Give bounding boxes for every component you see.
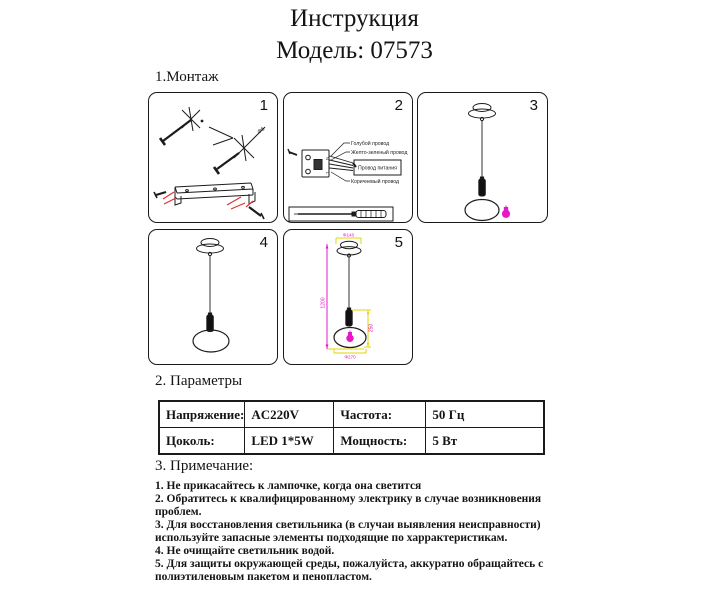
step-number: 3 [529,97,538,114]
drill-hole-label: Φ6 [256,126,267,136]
param-value: LED 1*5W [245,428,334,455]
note-item: 5. Для защиты окружающей среды, пожалуйста, аккуратно обращайтесь с полиэтиленовым пакетом и пенопластом. [155,558,544,583]
drill-bracket-diagram [149,93,277,222]
param-label: Частота: [334,401,426,428]
step-number: 4 [259,234,268,251]
montage-step-5 [283,229,413,365]
pendant-lamp-diagram [418,93,547,222]
param-label: Мощность: [334,428,426,455]
shade-height-label: 250 [368,323,375,333]
param-value: AC220V [245,401,334,428]
height-dimension-line [326,244,329,349]
shade-diameter-label: Φ270 [344,354,356,360]
blue-wire-label: Голубой провод [351,140,390,147]
param-label: Напряжение: [159,401,245,428]
table-row [159,428,544,455]
param-label: Цоколь: [159,428,245,455]
dimensions-diagram [284,230,412,364]
yellow-green-wire-label: Желто-зеленый провод [351,149,408,156]
step-number: 2 [394,97,403,114]
step-number: 5 [394,234,403,251]
terminal-n-label: N [325,157,330,160]
note-item: 3. Для восстановления светильника (в случаи выявления неисправности) используйте запасные элементы подходящие по харрактеристикам. [155,519,541,544]
section-montage-heading: 1.Монтаж [155,69,219,85]
section-params-heading: 2. Параметры [155,373,243,389]
terminal-l-label: L [325,172,330,175]
bulb-icon [502,206,509,218]
parameters-table [158,400,545,455]
model-number: Модель: 07573 [276,37,433,64]
power-cord-label: Провод питания [358,165,397,172]
param-value: 50 Гц [426,401,544,428]
table-row [159,401,544,428]
step-number: 1 [259,97,268,114]
hanging-height-label: 1200 [320,297,327,309]
montage-step-3 [417,92,548,223]
montage-step-1 [148,92,278,223]
param-value: 5 Вт [426,428,544,455]
red-arrow-marks [163,192,253,209]
notes-list [155,480,557,584]
pendant-lamp-diagram [149,230,277,364]
note-item: 1. Не прикасайтесь к лампочке, когда она светится [155,480,422,492]
brown-wire-label: Коричневый провод [351,178,400,185]
page-title: Инструкция [290,5,419,32]
wiring-diagram [284,93,412,222]
montage-step-4 [148,229,278,365]
note-item: 4. Не очищайте светильник водой. [155,545,335,557]
montage-step-2 [283,92,413,223]
section-notes-heading: 3. Примечание: [155,458,254,474]
bulb-icon [347,331,353,342]
note-item: 2. Обратитесь к квалифицированному электрику в случае возникновения проблем. [155,493,542,518]
canopy-diameter-label: Φ140 [342,232,355,238]
